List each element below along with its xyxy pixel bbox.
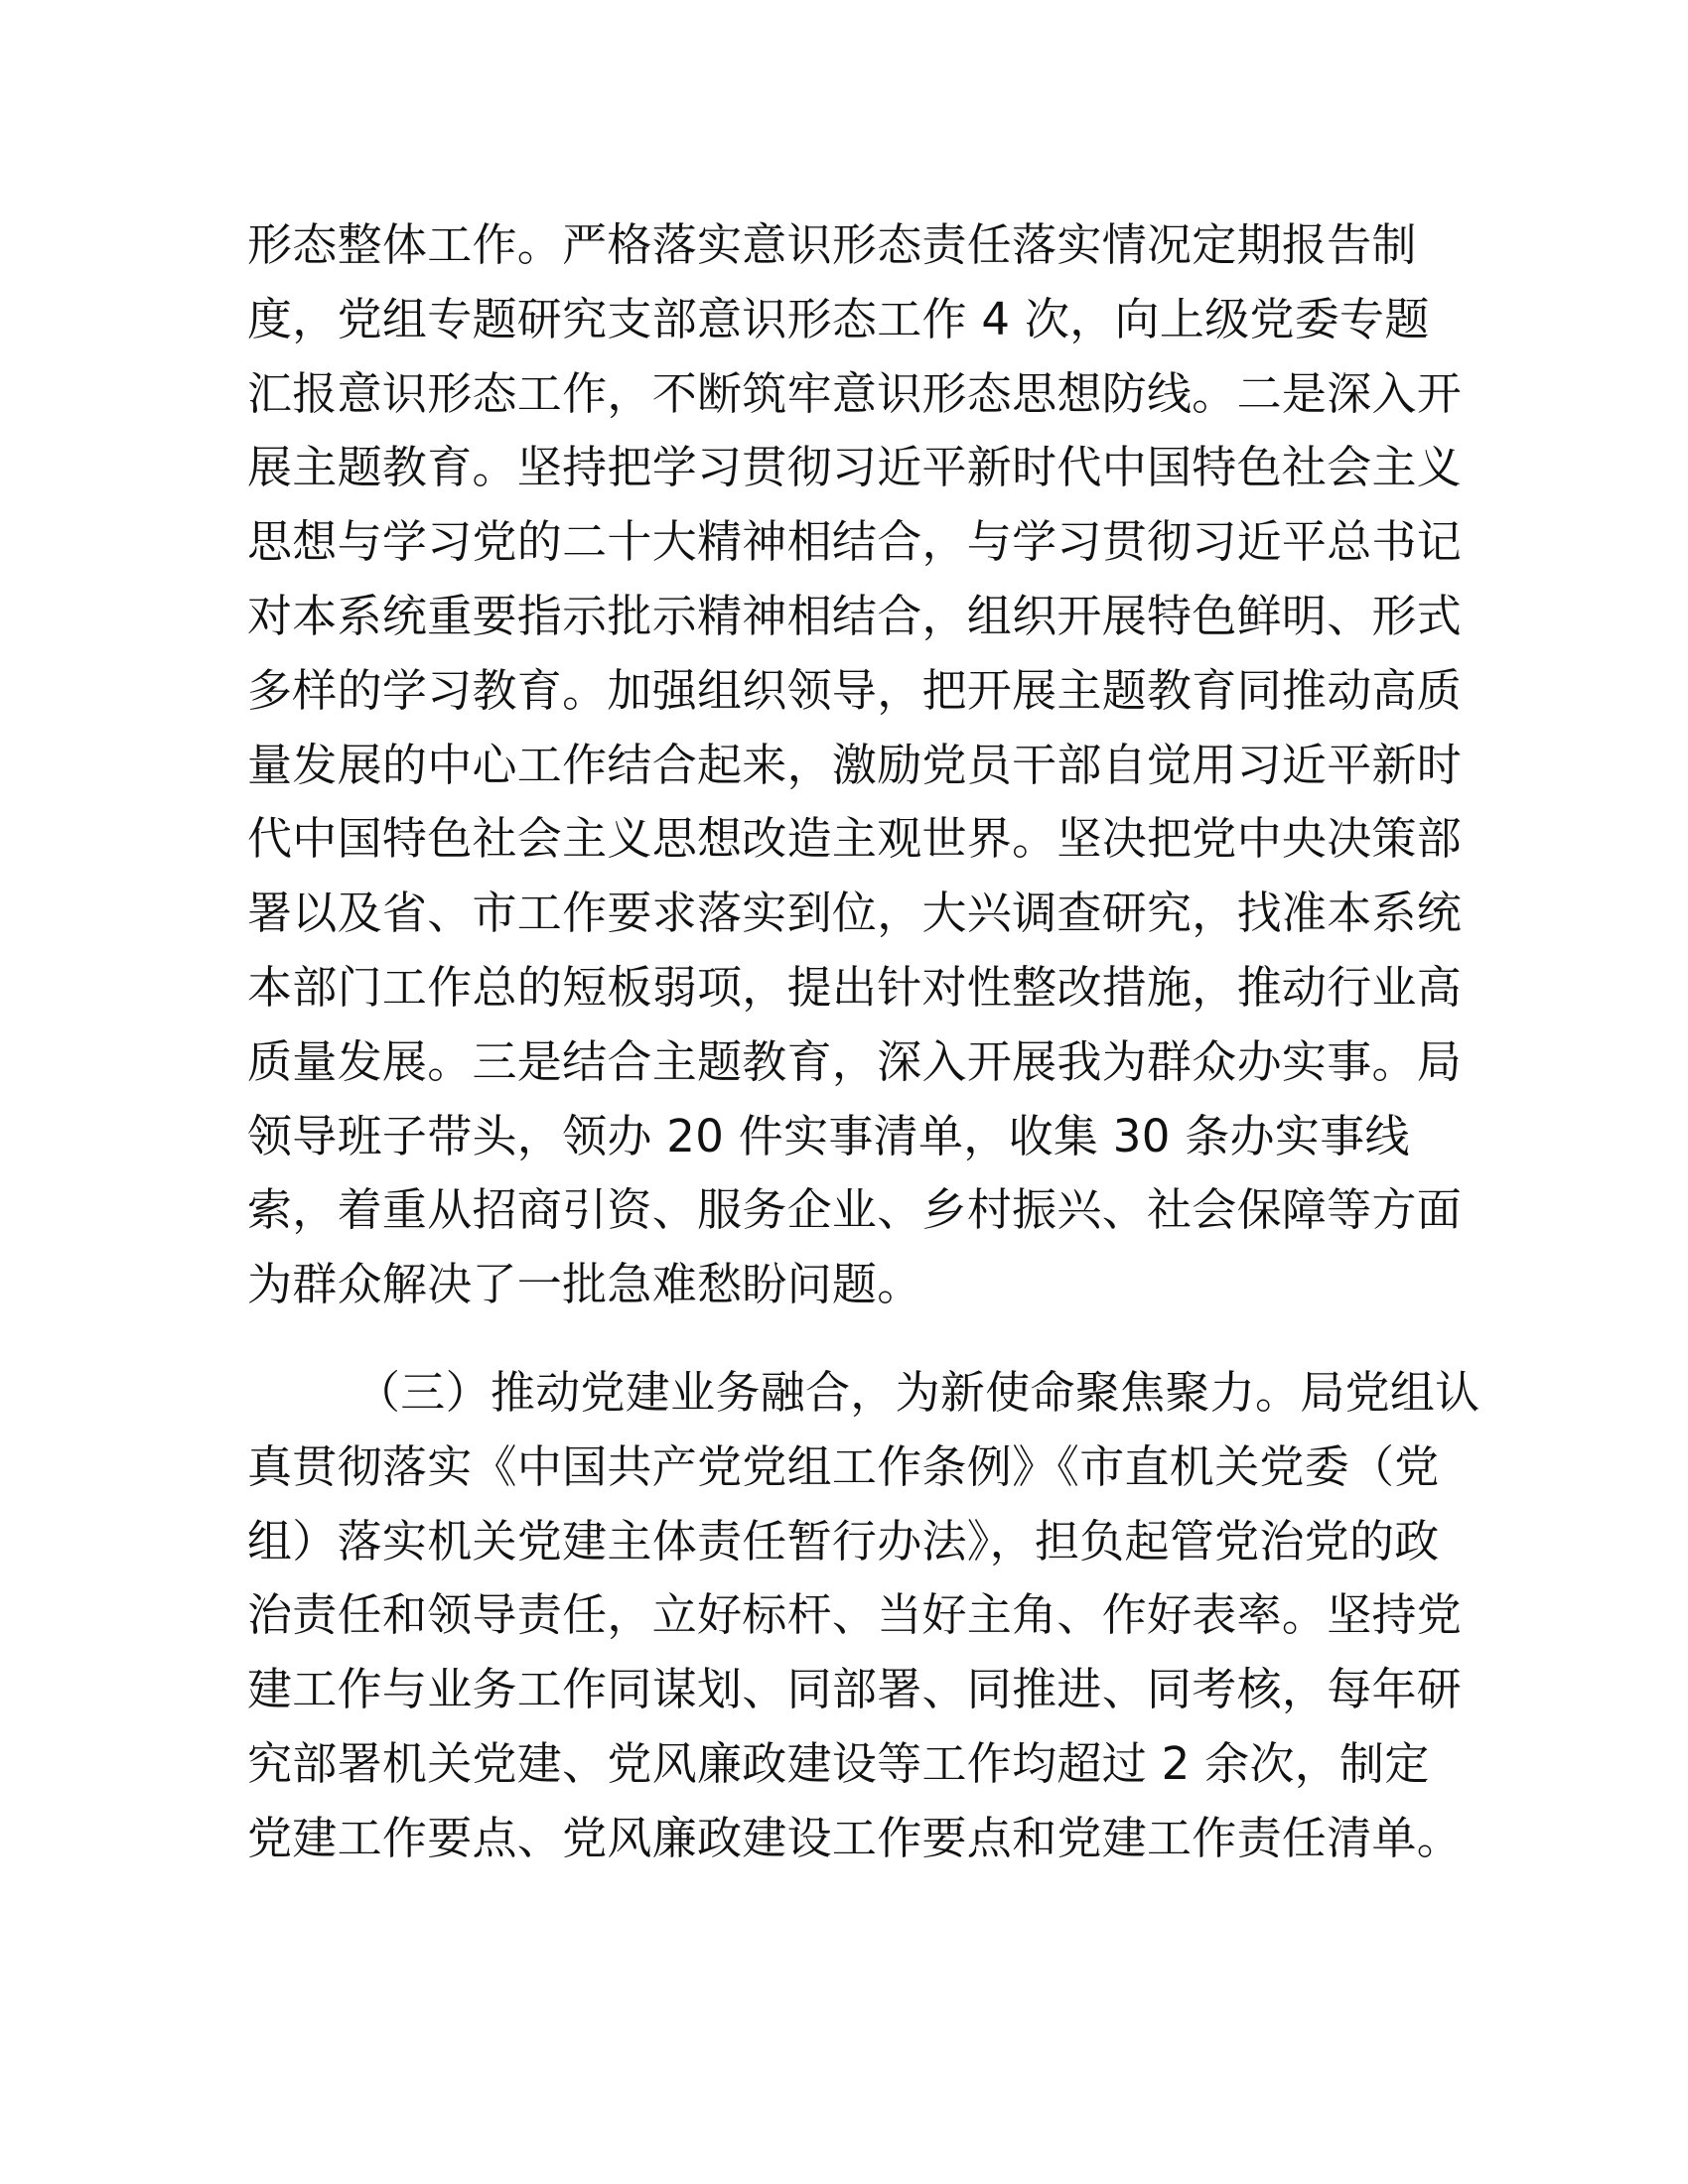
text-line: 展主题教育。坚持把学习贯彻习近平新时代中国特色社会主义 xyxy=(247,441,1463,494)
text-line: 度，党组专题研究支部意识形态工作 4 次，向上级党委专题 xyxy=(247,292,1430,345)
text-line: 为群众解决了一批急难愁盼问题。 xyxy=(247,1258,922,1311)
text-line: 究部署机关党建、党风廉政建设等工作均超过 2 余次，制定 xyxy=(247,1736,1430,1790)
text-line: 质量发展。三是结合主题教育，深入开展我为群众办实事。局 xyxy=(247,1034,1463,1088)
text-line: 形态整体工作。严格落实意识形态责任落实情况定期报告制 xyxy=(247,218,1417,271)
text-line: 组）落实机关党建主体责任暂行办法》，担负起管党治党的政 xyxy=(247,1514,1440,1568)
text-line: 治责任和领导责任，立好标杆、当好主角、作好表率。坚持党 xyxy=(247,1588,1463,1642)
text-line: 汇报意识形态工作，不断筑牢意识形态思想防线。二是深入开 xyxy=(247,366,1463,420)
text-line: 索，着重从招商引资、服务企业、乡村振兴、社会保障等方面 xyxy=(247,1183,1463,1237)
text-line: 真贯彻落实《中国共产党党组工作条例》《市直机关党委（党 xyxy=(247,1439,1440,1493)
text-line: 本部门工作总的短板弱项，提出针对性整改措施，推动行业高 xyxy=(247,960,1463,1014)
text-line: 思想与学习党的二十大精神相结合，与学习贯彻习近平总书记 xyxy=(247,515,1463,569)
text-line: 建工作与业务工作同谋划、同部署、同推进、同考核，每年研 xyxy=(247,1663,1463,1716)
text-line: 署以及省、市工作要求落实到位，大兴调查研究，找准本系统 xyxy=(247,887,1463,940)
document-page xyxy=(247,208,1480,1876)
paragraph-ideology-and-theme-education xyxy=(247,208,1463,1322)
section-heading-line: （三）推动党建业务融合，为新使命聚焦聚力。局党组认 xyxy=(355,1365,1480,1419)
text-line: 党建工作要点、党风廉政建设工作要点和党建工作责任清单。 xyxy=(247,1811,1463,1864)
paragraph-spacer xyxy=(247,1322,1439,1356)
text-line: 代中国特色社会主义思想改造主观世界。坚决把党中央决策部 xyxy=(247,812,1463,866)
text-line: 领导班子带头，领办 20 件实事清单，收集 30 条办实事线 xyxy=(247,1109,1410,1162)
text-line: 量发展的中心工作结合起来，激励党员干部自觉用习近平新时 xyxy=(247,738,1463,791)
text-line: 对本系统重要指示批示精神相结合，组织开展特色鲜明、形式 xyxy=(247,589,1463,642)
text-line: 多样的学习教育。加强组织领导，把开展主题教育同推动高质 xyxy=(247,663,1463,717)
paragraph-section-three-party-building xyxy=(247,1356,1480,1876)
